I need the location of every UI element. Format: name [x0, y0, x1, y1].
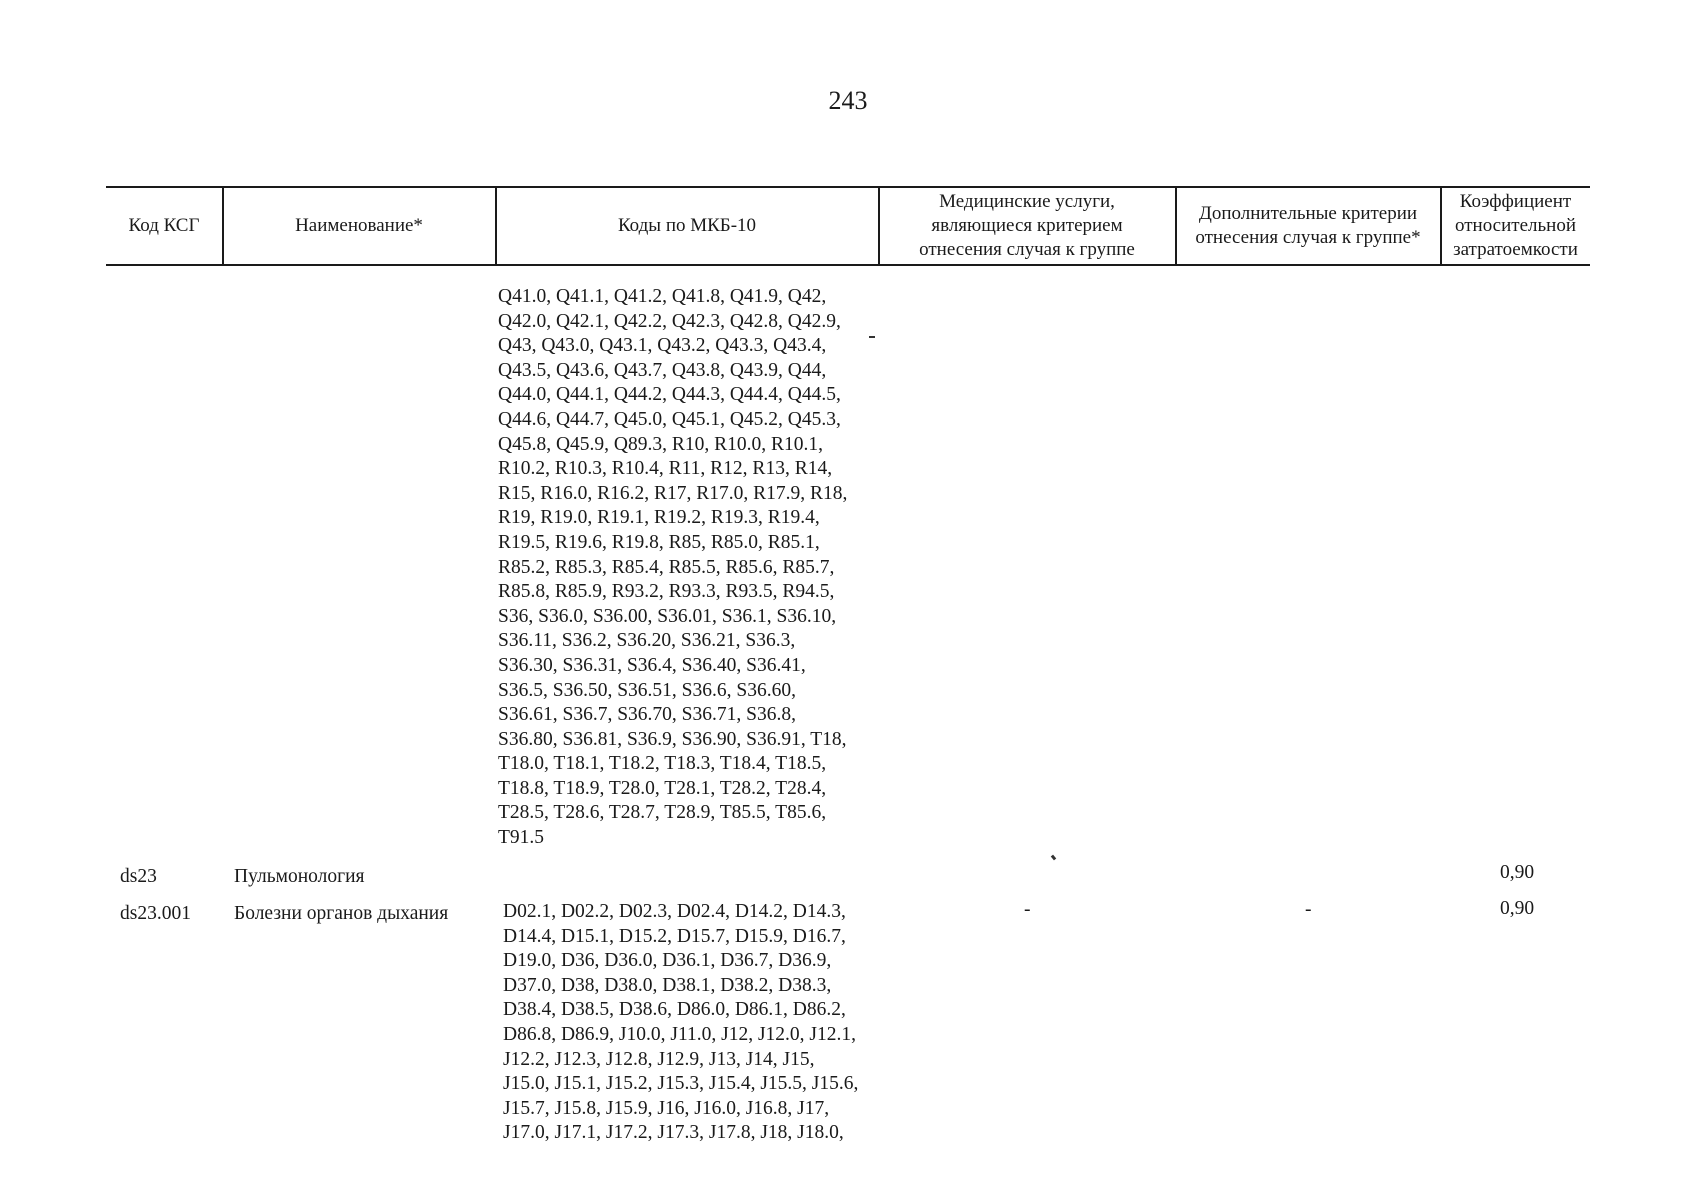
header-name: Наименование*: [295, 215, 423, 236]
header-coefficient: Коэффициент относительной затратоемкости: [1453, 191, 1578, 260]
row-coefficient: 0,90: [1500, 898, 1535, 919]
page-number: 243: [828, 86, 868, 115]
row-coefficient: 0,90: [1500, 862, 1535, 883]
row-name: Болезни органов дыхания: [234, 903, 449, 924]
table-header: [106, 186, 1590, 266]
scan-speck: [1051, 855, 1057, 861]
header-services: Медицинские услуги, являющиеся критерием отнесения случая к группе: [919, 191, 1135, 260]
row-name: Пульмонология: [234, 866, 365, 887]
row-code: ds23.001: [120, 903, 191, 924]
row-criteria: -: [1305, 899, 1312, 920]
row-code: ds23: [120, 866, 157, 887]
row-services: -: [1024, 899, 1031, 920]
scan-speck: [869, 336, 875, 338]
header-code: Код КСГ: [128, 215, 200, 236]
icd-codes-continuation: Q41.0, Q41.1, Q41.2, Q41.8, Q41.9, Q42, Q42.0, Q42.1, Q42.2, Q42.3, Q42.8, Q42.9, Q43, Q43.0, Q43.1, Q43.2, Q43.3, Q43.4, Q43.5, Q43.6, Q43.7, Q43.8, Q43.9, Q44, Q44.0, Q44.1, Q44.2, Q44.3, Q44.4, Q44.5, Q44.6, Q44.7, Q45.0, Q45.1, Q45.2, Q45.3, Q45.8, Q45.9, Q89.3, R10, R10.0, R10.1, R10.2, R10.3, R10.4, R11, R12, R13, R14, R15, R16.0, R16.2, R17, R17.0, R17.9, R18, R19, R19.0, R19.1, R19.2, R19.3, R19.4, R19.5, R19.6, R19.8, R85, R85.0, R85.1, R85.2, R85.3, R85.4, R85.5, R85.6, R85.7, R85.8, R85.9, R93.2, R93.3, R93.5, R94.5, S36, S36.0, S36.00, S36.01, S36.1, S36.10, S36.11, S36.2, S36.20, S36.21, S36.3, S36.30, S36.31, S36.4, S36.40, S36.41, S36.5, S36.50, S36.51, S36.6, S36.60, S36.61, S36.7, S36.70, S36.71, S36.8, S36.80, S36.81, S36.9, S36.90, S36.91, T18, T18.0, T18.1, T18.2, T18.3, T18.4, T18.5, T18.8, T18.9, T28.0, T28.1, T28.2, T28.4, T28.5, T28.6, T28.7, T28.9, T85.5, T85.6, T91.5: [498, 286, 848, 849]
row-icd-codes: D02.1, D02.2, D02.3, D02.4, D14.2, D14.3, D14.4, D15.1, D15.2, D15.7, D15.9, D16.7, D19.0, D36, D36.0, D36.1, D36.7, D36.9, D37.0, D38, D38.0, D38.1, D38.2, D38.3, D38.4, D38.5, D38.6, D86.0, D86.1, D86.2, D86.8, D86.9, J10.0, J11.0, J12, J12.0, J12.1, J12.2, J12.3, J12.8, J12.9, J13, J14, J15, J15.0, J15.1, J15.2, J15.3, J15.4, J15.5, J15.6, J15.7, J15.8, J15.9, J16, J16.0, J16.8, J17, J17.0, J17.1, J17.2, J17.3, J17.8, J18, J18.0,: [503, 901, 859, 1144]
header-icd-codes: Коды по МКБ-10: [617, 215, 757, 236]
header-criteria: Дополнительные критерии отнесения случая к группе*: [1195, 203, 1421, 248]
